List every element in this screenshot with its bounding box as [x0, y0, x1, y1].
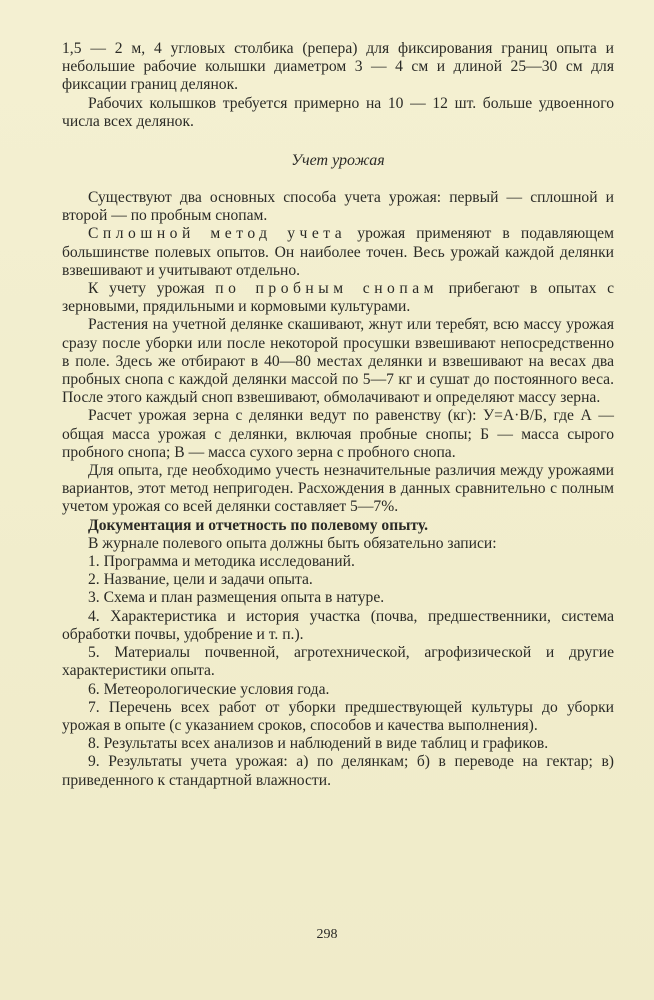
sheaf-method-before: К учету урожая [88, 280, 216, 298]
list-item: 2. Название, цели и задачи опыта. [88, 571, 313, 589]
list-item: 4. Характеристика и история участка (почва, предшественники, система обработки почвы, удобрение и т. п.). [62, 607, 614, 643]
page-text [62, 40, 614, 790]
list-item: 7. Перечень всех работ от уборки предшествующей культуры до уборки урожая в опыте (с указанием сроков, способов и качества выполнения). [62, 698, 614, 734]
term-solid-method: Сплошной метод учета [88, 225, 347, 243]
paragraph-continuation: 1,5 — 2 м, 4 угловых столбика (репера) для фиксирования границ опыта и небольшие рабочие колышки диаметром 3 — 4 см и длиной 25—30 см для фиксации границ делянок. [62, 40, 614, 94]
paragraph-stakes: Рабочих колышков требуется примерно на 10 — 12 шт. больше удвоенного числа всех делянок. [62, 94, 614, 130]
list-item: 8. Результаты всех анализов и наблюдений в виде таблиц и графиков. [88, 735, 549, 753]
list-item: 5. Материалы почвенной, агротехнической, агрофизической и другие характеристики опыта. [62, 644, 614, 680]
sheaf-method-after: прибегают в опытах с зерновыми, прядильными и кормовыми культурами. [62, 280, 615, 316]
list-item: 1. Программа и методика исследований. [88, 553, 355, 571]
paragraph-solid-method [62, 225, 614, 280]
paragraph-sheaf-method [62, 280, 614, 316]
journal-intro: В журнале полевого опыта должны быть обязательно записи: [88, 534, 497, 552]
documentation-heading: Документация и отчетность по полевому опыту. [88, 516, 428, 534]
paragraph-harvest-procedure: Растения на учетной делянке скашивают, жнут или теребят, всю массу урожая сразу после уборки или после некоторой просушки взвешивают непосредственно в поле. Здесь же отбирают в 40—80 местах делянки и взвешивают на весах два пробных снопа с каждой делянки массой по 5—7 кг и сушат до постоянного веса. После этого каждый сноп взвешивают, обмолачивают и определяют массу зерна. [62, 316, 614, 407]
list-item: 3. Схема и план размещения опыта в натуре. [88, 589, 385, 607]
paragraph-yield-formula: Расчет урожая зерна с делянки ведут по равенству (кг): У=А·В/Б, где А — общая масса урожая с делянки, включая пробные снопы; Б — масса сырого пробного снопа; В — масса сухого зерна с пробного снопа. [62, 407, 614, 461]
solid-method-text: урожая применяют в подавляющем большинстве полевых опытов. Он наиболее точен. Весь урожай каждой делянки взвешивают и учитывают отдельно. [62, 225, 614, 279]
paragraph-method-limitations: Для опыта, где необходимо учесть незначительные различия между урожаями вариантов, этот метод непригоден. Расхождения в данных сравнительно с полным учетом урожая со всей делянки составляет 5—7%. [62, 462, 614, 516]
list-item: 9. Результаты учета урожая: а) по делянкам; б) в переводе на гектар; в) приведенного к стандартной влажности. [62, 753, 614, 789]
term-sheaf-method: по пробным снопам [215, 280, 438, 298]
list-item: 6. Метеорологические условия года. [88, 680, 330, 698]
page-number: 298 [316, 927, 338, 942]
paragraph-intro: Существуют два основных способа учета урожая: первый — сплошной и второй — по пробным снопам. [62, 189, 614, 225]
section-heading: Учет урожая [291, 152, 385, 170]
